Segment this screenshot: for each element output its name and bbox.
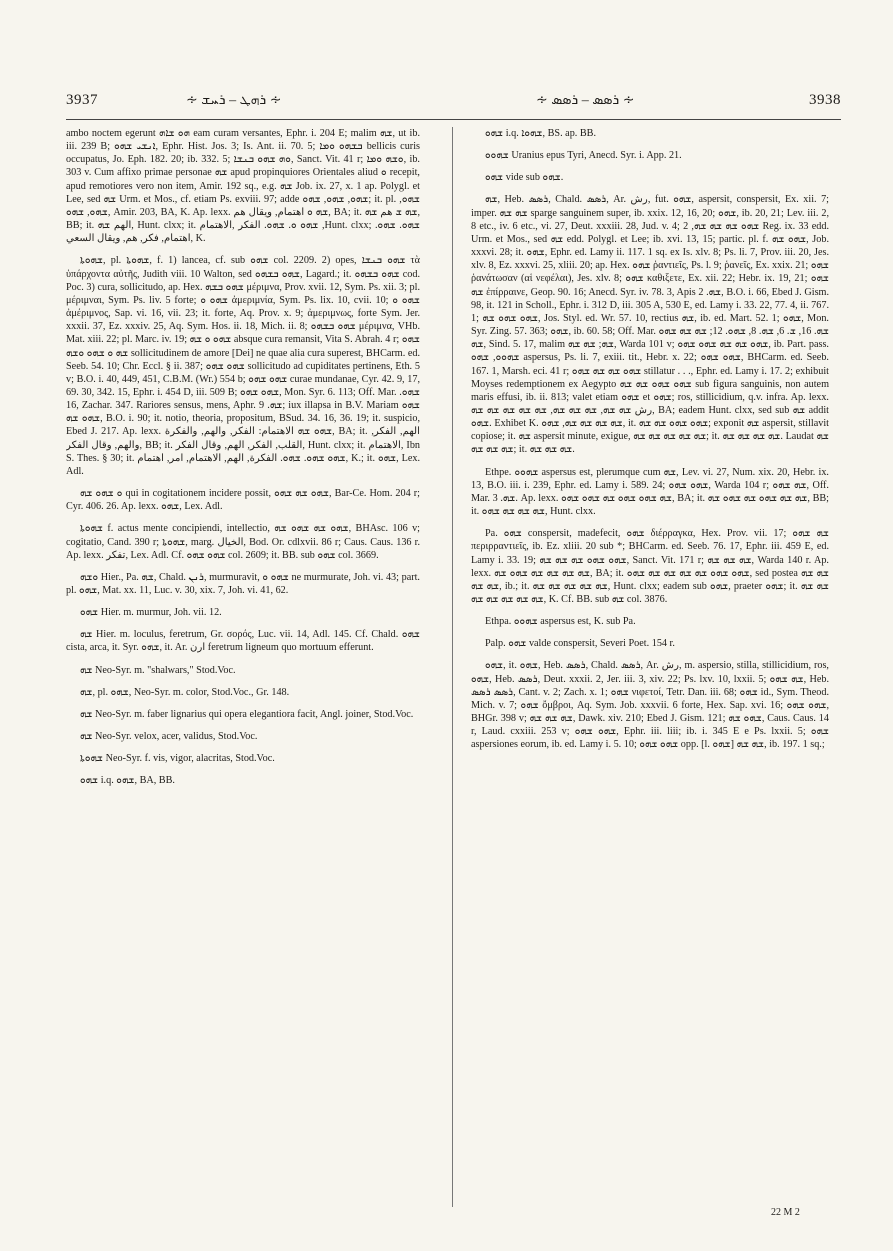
entry: ܫܗܘ i.q. ܫܗܘ, BA, BB. [80, 775, 175, 787]
entry: ܫܗܘܘ Uranius epus Tyri, Anecd. Syr. i. App. 21. [485, 150, 682, 162]
left-running-head: ∻ ܪܗܛ – ܪܚܫ ∻ [186, 93, 282, 108]
right-running-head: ∻ ܪܣܣ – ܪܣܣ ∻ [536, 93, 635, 108]
entry: ܫܗܘ Hier. m. murmur, Joh. vii. 12. [80, 607, 222, 619]
entry: Ethpe. ܫܗܘܘ aspersus est, plerumque cum ܫܗ, Lev. vi. 27, Num. xix. 20, Hebr. ix. 13, B.O. iii. i. 239, Ephr. ed. Lamy i. 589. 24; ܫܗܘ ܫܗܘ, Warda 104 r; ܫܗ ܫܗܘ, Off. Mar. ܫܗ. 3. Ap. lexx. ܫܗ ܫܗܘ ܫܗܘ ܫܗ ܫܗܘ ܫܗܘ, BA; it. ܫܗ ܫܗ ܫܗܘ ܫܗ ܫܗܘ ܫܗ, BB; it. ܫܗ ܫܗ ܫܗ ܫܗܘ, Hunt. clxx. [471, 466, 829, 518]
entry: Ethpa. ܫܗܘܘ aspersus est, K. sub Pa. [485, 616, 636, 628]
entry: ܫܗ, Heb. ܪܣܣ, Chald. ܪܣܣ, Ar. رش, fut. ܫܗܘ, aspersit, conspersit, Ex. xii. 7; imper. ܫܗ ܫܗ sparge sanguinem super, ib. xxix. 12, 16, 20; ܫܗܘ, ib. 20, 21; Lev. iii. 2, 8 etc., iv. 6 etc., vi. 27, Deut. xxxiii. 28, Jud. v. 4; ܫܗܘ ܫܗ ܫܗ ܫܗ, 2 Reg. ix. 33 edd. Urm. et Mos., sed ܫܗ edd. Polygl. et Lee; ib. xvi. 13, 15; partic. pl. f. ܫܗܘ ܫܗ, Job. xxxvi. 28; it. ܫܗܘ, Ephr. ed. Lamy ii. 117. 1 sq. ex Is. xlv. 8; Ps. li. 7, Prov. iii. 20, Jes. xlv. 8, Ez. xxxvi. 25, xliii. 20; ap. Hex. ܫܗܘ ῥαντιεῖς, Ps. l. 9; ῥανεῖς, Ex. xxix. 21; ܫܗܘ ῥανάτωσαν (αἱ νεφέλαι), Jes. xlv. 8; ܫܗܘ καθιξετε, Ex. xii. 22; Hebr. ix. 19, 21; ܫܗܘ ܫܗ ἐπίρραινε, Geop. 90. 16; Anecd. Syr. iv. 78. 3, Apis ܫܗ. 2, B.O. i. 66, Ebed J. Gism. 98, it. 121 in Scholl., Ephr. i. 312 D, iii. 305 A, 530 E, ed. Lamy i. 33. 22, 77. 4, ii. 767. 1; ܫܗܘ ܫܗܘ ܫܗ, Jos. Styl. ed. Wr. 57. 10, rectius ܫܗ, ib. ed. Mart. 52. 1; ܫܗܘ, Mon. Syr. Zing. 57. 363; ܫܗܘ, ib. 60. 58; Off. Mar. ܫܗ. 16, ܫ. 6, ܫܗ. 8, ܫܗܘ. 12; ܫܗ ܫܗ ܫܗܘ ܫܗ, Sind. 5. 17, malim ܫܗ; ܫܗ ܫܗ, Warda 101 v; ܫܗܘ ܫܗ ܫܗ ܫܗܘ ܫܗܘ, ib. Part. pass. ܫܗܘܘ, ܫܗܘ aspersus, Ps. li. 7, exiii. tit., Hebr. x. 22; ܫܗܘ ܫܗܘ, BHCarm. ed. Seeb. 167. 1, Marsh. eci. 41 r; ܫܗܘ ܫܗ ܫܗ ܫܗܘ stillatur . . ., Ephr. ed. Lamy i. 17. 2; exhibuit Moyses redemptionem ex Aegypto ܫܗܘ ܫܗܘ ܫܗ ܫܗ sub figura sanguinis, non autem maris effusi, ib. ii. 813; valet etiam ܫܗܘ et ܫܗܘ; ros, stillicidium, q.v. infra. Ap. lexx. رش ܫܗ ܫܗ, ܫܗ ܫܗ ܫܗ, ܫܗ ܫܗ ܫܗ ܫܗ ܫܗ, BA; eadem Hunt. clxx, sed sub ܫܗ addit ܫܗܘ. Exhibet K. ܫܗ ܫܗ ܫܗ ܫܗ, ܫܗܘ, it. ܫܗܘ ܫܗܘ ܫܗ ܫܗ; exponit ܫܗ aspersit, stillavit copiose; it. ܫܗ aspersit minute, exigue, ܫܗ ܫܗ ܫܗ ܫܗ ܫܗ; it. ܫܗ ܫܗ ܫܗ ܫܗ. Laudat ܫܗ ܫܗ ܫܗ ܫܗ; it. ܫܗ ܫܗ ܫܗ. [471, 194, 829, 456]
right-column [471, 127, 829, 1207]
entry: ܫܗ, pl. ܫܗܘ, Neo-Syr. m. color, Stod.Voc., Gr. 148. [80, 686, 290, 698]
entry: ܫܗ Hier. m. loculus, feretrum, Gr. σορός, Luc. vii. 14, Adl. 145. Cf. Chald. ܫܗܘ cista, arca, it. Syr. ܫܗܘ, it. Ar. ارن feretrum ligneum quo mortuum efferunt. [66, 629, 420, 654]
entry: ܫܗ Neo-Syr. m. faber lignarius qui opera elegantiora facit, Angl. joiner, Stod.Voc. [80, 708, 414, 720]
entry: ܫܗ Neo-Syr. velox, acer, validus, Stod.Voc. [80, 731, 258, 743]
entry: ܫܗ Neo-Syr. m. "shalwars," Stod.Voc. [80, 664, 236, 676]
entry: ܫܗܘܬܐ, pl. ܫܗܘܬܐ, f. 1) lancea, cf. sub ܫܗܘ col. 2209. 2) opes, ܫܗܘ ܒܢܫܐ τὰ ὑπάρχοντα αὐτῆς, Judith viii. 10 Walton, sed ܫܗܘ ܒܫܗܘ, Lagard.; it. ܫܗܘ ܒܫܗܘ cod. Poc. 3) cura, sollicitudo, ap. Hex. ܫܗܘ ܒܫܗ μέριμνα, Prov. xvii. 12, Sym. Ps. xii. 3; pl. μέριμναι, Sym. Ps. liv. 5 forte; ܫܗܘ ܘ ἀμεριμνία, Sym. Ps. lix. 10, cvii. 10; ܫܗܘ ܘ ἀμέριμνος, Sap. vi. 16, vii. 23; it. forte, Aq. Prov. x. 9; ἀμεριμνως, forte Sym. Jer. xxxii. 37, Ez. xxxiv. 25, Aq. Sym. Hos. ii. 18, Mich. ii. 8; ܫܗܘ ܒܫܗܘ μέριμνα, VHb. Mat. xiii. 22; pl. Marc. iv. 19; ܫܗܘ ܘ ܫܗ absque cura remansit, Vita S. Abrah. 4 r; ܫܗܘ ܫܗ ܘ ܫܗܘ ܘܫܗ sollicitudinem de amore [Dei] ne quae alia cura superest, BHCarm. ed. Seeb. 54. 10; Chr. Eccl. § ii. 387; ܫܗܘ ܫܗܘ sollicitudo ad cupiditates pertinens, Eth. 5 v; B.O. i. 40, 449, 451, C.B.M. (Wr.) 554 b; ܫܗܘ ܫܗܘ curae mundanae, Cyr. 42. 9, 17, 69. 30, 342. 15, Ephr. i. 454 D, iii. 509 B; ܫܗܘ ܫܗܘ, Mon. Syr. 6. 113; Off. Mar. ܫܗܘ. 16, Zachar. 347. Rariores sensus, mens, Aphr. ܫܗ. 9; iux illapsa in B.V. Mariam ܫܗܘ ܫܗܘ ܫܗ, B.O. i. 90; it. notio, theoria, propositum, BSud. 34. 16, 36. 19; it. suspicio, Ebed J. 217. Ap. lexx. ܫܗܘ ܫܗ الاهتمام: الفكر, والهم, والفكرة, BA; it. الهم, الفكر, والهم, وقال الفكر, BB; it. القلب, الفكر, الهم, وقال الفكر, Hunt. clxx; it. الاهتمام, Ibn S. Thes. § 30; it. ܫܗܘ ܫܗܘ. ܫܗܘ. الفكرة, الهم, الاهتمام, امر, اهتمام, K.; it. ܫܗܘ, Lex. Adl. [66, 255, 420, 477]
entry: ܘ ܫܗܘ ܫܗ qui in cogitationem incidere possit, ܫܗܘ ܫܗ ܫܗܘ, Bar-Ce. Hom. 204 r; Cyr. 406. 26. Ap. lexx. ܫܗܘ, Lex. Adl. [66, 488, 420, 513]
header-rule [66, 119, 841, 120]
entry: ambo noctem egerunt ܗܘ ܫܐܗ eam curam versantes, Ephr. i. 204 E; malim ܫܗ, ut ib. iii. 239 B; ܐܢܫܝ ܫܗܘ, Ephr. Hist. Jos. 3; Is. Ant. ii. 70. 5; ܒܫܗܘ ܘܡܐ bellicis curis occupatus, Jo. Eph. 182. 20; ib. 332. 5; ܘܗ ܫܗܘ ܒܢܫܐ, Sanct. Vit. 41 r; ܘܫܗ ܘܡܐ, ib. 303 v. Cum affixo primae personae ܫܗ apud propinquiores Orientales aliud ܘ recepit, apud remotiores vero non item, Amir. 192 sq., e.g. ܫܗ Job. ix. 27, x. 1 ap. Polygl. et Lee, sed ܫܗ Urm. et Mos., cf. etiam Ps. exviii. 97; adde ܫܗܘ, ܫܗܘ, ܫܗܘ; it. pl. ܫܗܘ, ܫܗܘ, ܫܗܘ, Amir. 203, BA, K. Ap. lexx. ܫܗ ܘ اهتمام, ويقال هم, BA; it. ܫܗ ܫ هم ܫܗ, BB; it. الهم ܫܗ, Hunt. clxx; it. ܫܗܘ ܘ. ܫܗܘ. الفكر ,الاهتمام ,Hunt. clxx; ܫܗܘ. ܫܗܘ. اهتمام, فكر, هم, ويقال السعي, K. [66, 128, 420, 245]
entry: ܫܗܘ vide sub ܫܗܘ. [485, 172, 564, 184]
entry: Palp. ܫܗܘ valde conspersit, Severi Poet. 154 r. [485, 638, 675, 650]
entry: ܫܗܘܬܐ f. actus mente concipiendi, intellectio, ܫܗܘ ܫܗ ܫܗܘ ܫܗ, BHAsc. 106 v; cogitatio, Cand. 390 r; ܫܗܘܬܐ, marg. الخيال, Bod. Or. cdlxvii. 86 r; Caus. Caus. 136 r. Ap. lexx. تفكر, Lex. Adl. Cf. ܫܗܘ ܫܗܘ col. 2609; it. BB. sub ܫܗܘ col. 3669. [66, 523, 420, 561]
right-page-number: 3938 [809, 92, 841, 108]
entry: ܫܗܘ i.q. ܫܗܘܐ, BS. ap. BB. [485, 128, 597, 139]
page-header [66, 92, 841, 116]
left-column [66, 127, 420, 1207]
entry: ܫܗܘܬܐ Neo-Syr. f. vis, vigor, alacritas, Stod.Voc. [80, 753, 275, 765]
entry: ܘܫܗ Hier., Pa. ܫܗ, Chald. ܪܢܢ, murmuravit, ܫܗܘ ܘ ne murmurate, Joh. vi. 43; part. pl. ܫܗܘ, Mat. xx. 11, Luc. v. 30, xix. 7, Joh. vi. 41, 62. [66, 571, 420, 596]
entry: Pa. ܫܗܘ conspersit, madefecit, ܫܗܘ διέρραγκα, Hex. Prov. vii. 17; ܫܗ ܫܗܘ περιρραντιεῖς, ib. Ez. xliii. 20 sub *; BHCarm. ed. Seeb. 76. 17, Ephr. iii. 459 E, ed. Lamy i. 33. 19; ܫܗܘ ܫܗܘ ܫܗ ܫܗ ܫܗ, Sanct. Vit. 171 r; ܫܗ ܫܗ ܫܗ, Warda 140 r. Ap. lexx. ܫܗ ܫܗ ܫܗ ܫܗ ܫܗܘ ܫܗ, BA; it. ܫܗܘ ܫܗܘ ܫܗ ܫܗ ܫܗ ܫܗ ܫܗܘ, sed postea ܫܗ ܫܗ ܫܗ ܫܗ, ib.; it. ܫܗ ܫܗ ܫܗ ܫܗ ܫܗ, Hunt. clxx; eadem sub ܫܗܘ, praeter ܫܗܘ; it. ܫܗ ܫܗ ܫܗ ܫܗ ܫܗ ܫܗ ܫܗ, K. Cf. BB. sub ܫܗ col. 3876. [471, 528, 829, 605]
column-divider [452, 127, 453, 1207]
entry: ܫܗܘ, it. ܫܗܘ, Heb. ܪܣܣ, Chald. ܪܣܣ, Ar. رش, m. aspersio, stilla, stillicidium, ros, ܫܗܘ, Heb. ܪܣܣ, Deut. xxxii. 2, Jer. iii. 3, xiv. 22; Ps. lxv. 10, lxxii. 5; ܫܗ ܫܗܘ, Heb. ܪܣܣ ܪܣܣ, Cant. v. 2; Zach. x. 1; ܫܗܘ νιφετοί, Tetr. Dan. iii. 68; ܫܗܘ id., Sym. Theod. Mich. v. 7; ܫܗܘ ὄμβροι, Aq. Sym. Job. xxxvii. 6 forte, Hex. Sap. xvi. 16; ܫܗܘ ܫܗܘ, BHGr. 398 v; ܫܗ ܫܗ ܫܗ, Dawk. xiv. 210; Ebed J. Gism. 121; ܫܗܘ ܫܗ, Caus. Caus. 14 r, Laud. cxxiii. 253 v; ܫܗܘ ܫܗܘ, Ephr. iii. liii; ib. i. 345 E e Ps. lxxii. 5; ܫܗܘ aspersiones eorum, ib. ed. Lamy i. 5. 10; ܫܗܘ ܫܗܘ opp. [l. ܫܗܘ] ܫܗ ܫܗ, ib. 197. 1 sq.; [471, 660, 829, 751]
signature-mark: 22 M 2 [771, 1207, 800, 1218]
left-page-number: 3937 [66, 92, 98, 108]
